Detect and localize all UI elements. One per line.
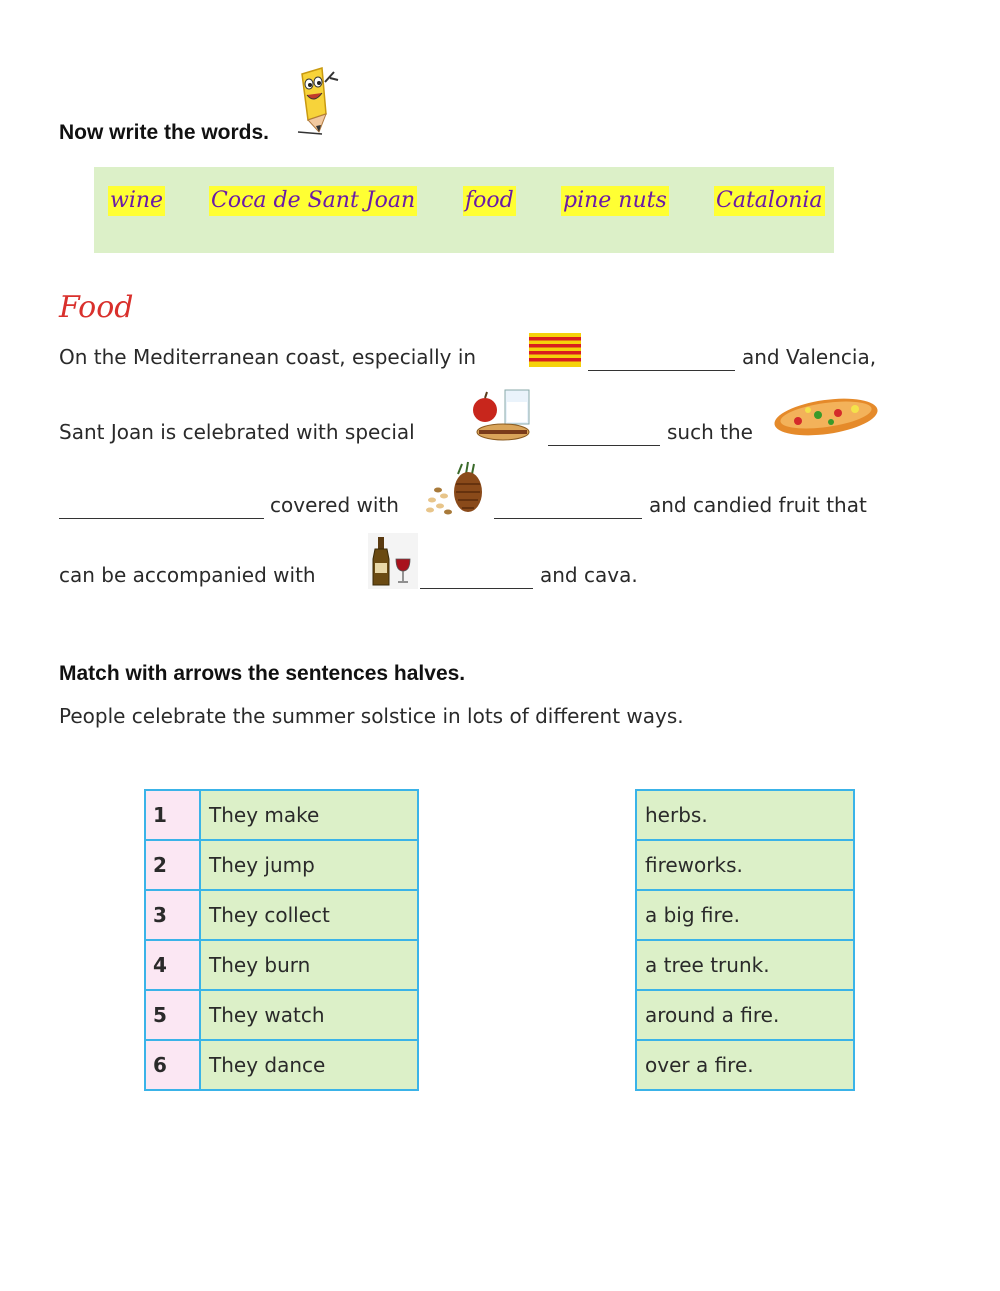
coca-icon xyxy=(773,395,879,439)
food-icon xyxy=(469,388,535,444)
sentence-start[interactable]: They collect xyxy=(200,890,418,940)
row-number: 2 xyxy=(145,840,200,890)
wine-icon xyxy=(368,533,418,589)
table-row xyxy=(145,890,418,940)
word-chip-food[interactable]: food xyxy=(463,186,516,216)
sentence-start[interactable]: They dance xyxy=(200,1040,418,1090)
write-words-instruction: Now write the words. xyxy=(59,121,270,144)
catalan-flag-icon xyxy=(529,333,581,367)
food-line-2-start: Sant Joan is celebrated with special xyxy=(59,420,415,444)
table-row xyxy=(636,890,854,940)
table-row xyxy=(145,990,418,1040)
row-number: 5 xyxy=(145,990,200,1040)
sentence-start[interactable]: They watch xyxy=(200,990,418,1040)
right-halves-table xyxy=(635,789,855,1091)
word-chip-coca[interactable]: Coca de Sant Joan xyxy=(209,186,417,216)
table-row xyxy=(145,840,418,890)
table-row xyxy=(636,1040,854,1090)
intro-text: People celebrate the summer solstice in lots of different ways. xyxy=(59,704,684,728)
blank-pine-nuts[interactable] xyxy=(494,498,642,519)
sentence-end[interactable]: fireworks. xyxy=(636,840,854,890)
blank-coca[interactable] xyxy=(59,498,264,519)
food-line-1-end: and Valencia, xyxy=(742,345,877,369)
word-chip-wine[interactable]: wine xyxy=(108,186,165,216)
blank-catalonia[interactable] xyxy=(588,350,735,371)
table-row xyxy=(636,990,854,1040)
word-chip-catalonia[interactable]: Catalonia xyxy=(714,186,825,216)
table-row xyxy=(636,940,854,990)
sentence-start[interactable]: They burn xyxy=(200,940,418,990)
sentence-end[interactable]: a tree trunk. xyxy=(636,940,854,990)
table-row xyxy=(636,840,854,890)
table-row xyxy=(636,790,854,840)
word-bank xyxy=(94,167,834,253)
row-number: 3 xyxy=(145,890,200,940)
sentence-end[interactable]: herbs. xyxy=(636,790,854,840)
row-number: 6 xyxy=(145,1040,200,1090)
pine-nuts-icon xyxy=(422,460,490,518)
row-number: 4 xyxy=(145,940,200,990)
row-number: 1 xyxy=(145,790,200,840)
food-line-2-end: such the xyxy=(667,420,753,444)
pencil-mascot-icon xyxy=(292,62,342,140)
food-line-4-end: and cava. xyxy=(540,563,638,587)
word-chip-pine-nuts[interactable]: pine nuts xyxy=(561,186,669,216)
food-line-3-middle: covered with xyxy=(270,493,399,517)
sentence-end[interactable]: around a fire. xyxy=(636,990,854,1040)
sentence-end[interactable]: a big fire. xyxy=(636,890,854,940)
food-line-4-start: can be accompanied with xyxy=(59,563,316,587)
table-row xyxy=(145,1040,418,1090)
sentence-start[interactable]: They jump xyxy=(200,840,418,890)
food-section-title: Food xyxy=(59,290,134,325)
sentence-end[interactable]: over a fire. xyxy=(636,1040,854,1090)
food-line-3-end: and candied fruit that xyxy=(649,493,867,517)
table-row xyxy=(145,940,418,990)
sentence-start[interactable]: They make xyxy=(200,790,418,840)
table-row xyxy=(145,790,418,840)
blank-food[interactable] xyxy=(548,425,660,446)
left-halves-table xyxy=(144,789,419,1091)
blank-wine[interactable] xyxy=(420,568,533,589)
match-instruction: Match with arrows the sentences halves. xyxy=(59,662,466,685)
food-line-1-start: On the Mediterranean coast, especially in xyxy=(59,345,477,369)
